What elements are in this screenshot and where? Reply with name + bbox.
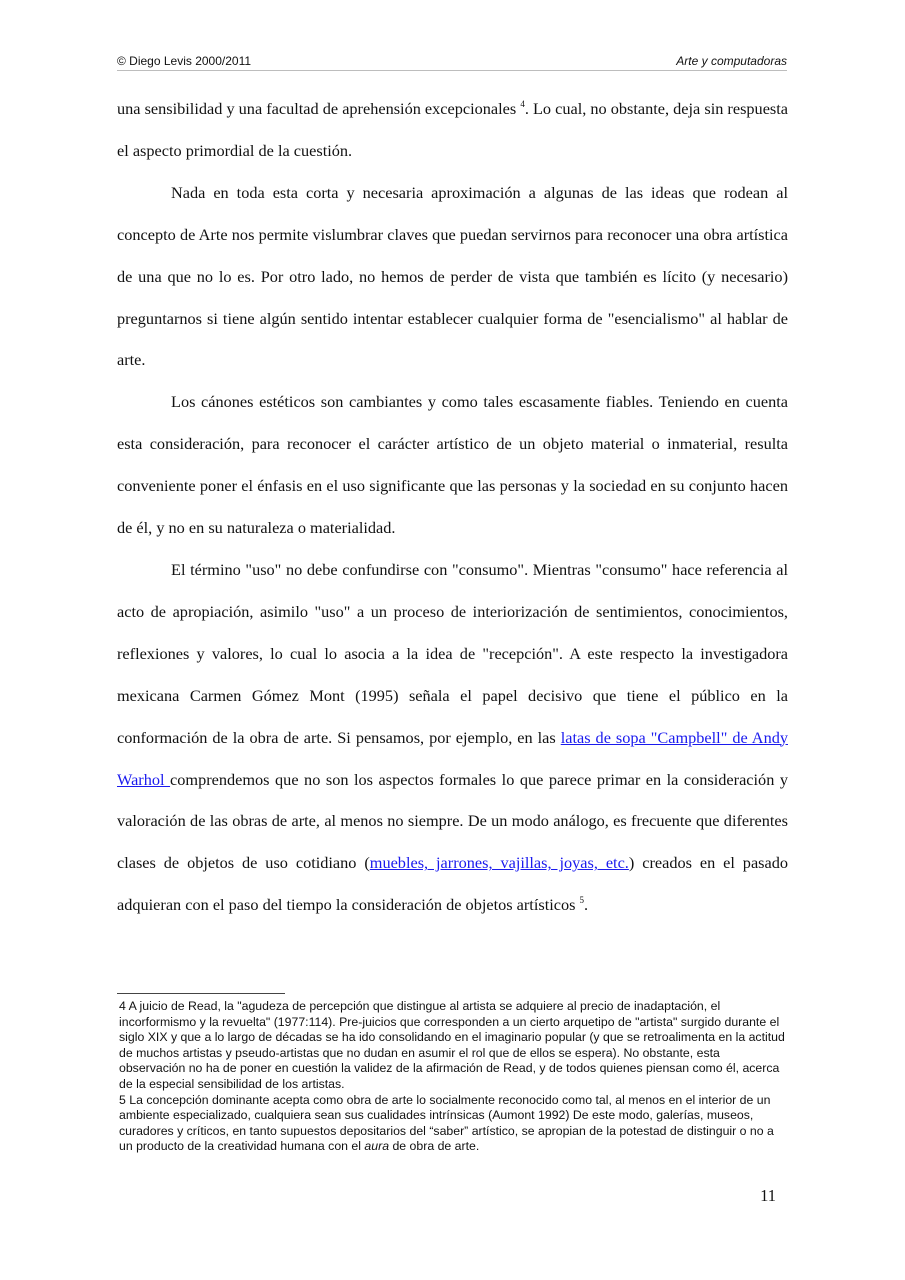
footnote-4: 4 A juicio de Read, la "agudeza de percepción que distingue al artista se adquiere al precio de inadaptación, el incorformismo y la revuelta" (1977:114). Pre-juicios que corresponden a un cierto arquetipo de "artista" surgido durante el siglo XIX y que a lo largo de décadas se ha ido consolidando en el imaginario popular (y que se retroalimenta en la actitud de muchos artistas y pseudo-artistas que no dudan en asumir el rol que de ellos se espera). No obstante, esta observación no ha de poner en cuestión la validez de la afirmación de Read, y de todos quienes piensan como él, acerca de la especial sensibilidad de los artistas. [119,999,785,1091]
footnote-text: 5 La concepción dominante acepta como obra de arte lo socialmente reconocido como tal, al menos en el interior de un ambiente especializado, cualquiera sean sus cualidades intrínsicas (Aumont 1992) De este modo, galerías, museos, curadores y críticos, en tanto supuestos depositarios del “saber” artístico, se apropian de la potestad de distinguir o no a un producto de la creatividad humana con el [119,1092,774,1154]
paragraph-3: Los cánones estéticos son cambiantes y como tales escasamente fiables. Teniendo en cuenta esta consideración, para reconocer el carácter artístico de un objeto material o inmaterial, resulta conveniente poner el énfasis en el uso significante que las personas y la sociedad en su conjunto hacen de él, y no en su naturaleza o materialidad. [117,392,788,538]
warhol-campbell-link[interactable]: latas de sopa "Campbell" de Andy Warhol [117,727,788,789]
footnote-5 [119,1093,785,1155]
paragraph-text: comprendemos que no son los aspectos formales lo que parece primar en la consideración y valoración de las obras de arte, al menos no siempre. De un modo análogo, es frecuente que diferentes clases de objetos de uso cotidiano ( [117,769,789,873]
paragraph-text: una sensibilidad y una facultad de aprehensión excepcionales [117,99,521,118]
paragraph-text: El término "uso" no debe confundirse con "consumo". Mientras "consumo" hace referencia al acto de apropiación, asimilo "uso" a un proceso de interiorización de sentimientos, conocimientos, reflexiones y valores, lo cual lo asocia a la idea de "recepción". A este respecto la investigadora mexicana Carmen Gómez Mont (1995) señala el papel decisivo que tiene el público en la conformación de la obra de arte. Si pensamos, por ejemplo, en las [117,559,788,747]
paragraph-text: . [584,895,589,915]
page-header [117,54,787,71]
paragraph-text: . Lo cual, no obstante, deja sin respuesta el aspecto primordial de la cuestión. [117,99,789,160]
paragraph-4 [117,549,788,926]
paragraph-text: ) creados en el pasado adquieran con el paso del tiempo la consideración de objetos artísticos [117,853,789,915]
footnote-ref-5[interactable]: 5 [579,895,585,906]
paragraph-1 [117,88,788,172]
header-copyright: © Diego Levis 2000/2011 [117,54,252,68]
main-body [117,88,788,926]
footnote-separator [117,993,285,994]
paragraph-2: Nada en toda esta corta y necesaria aproximación a algunas de las ideas que rodean al concepto de Arte nos permite vislumbrar claves que puedan servirnos para reconocer una obra artística de una que no lo es. Por otro lado, no hemos de perder de vista que también es lícito (y necesario) preguntarnos si tiene algún sentido intentar establecer cualquier forma de "esencialismo" al hablar de arte. [117,182,788,370]
header-title: Arte y computadoras [676,54,787,68]
footnote-text: de obra de arte. [389,1139,480,1154]
everyday-objects-link[interactable]: muebles, jarrones, vajillas, joyas, etc. [369,853,629,873]
page-number: 11 [760,1186,776,1205]
footnote-emphasis: aura [364,1139,390,1154]
footnotes [119,999,785,1155]
footnote-ref-4[interactable]: 4 [520,99,525,109]
